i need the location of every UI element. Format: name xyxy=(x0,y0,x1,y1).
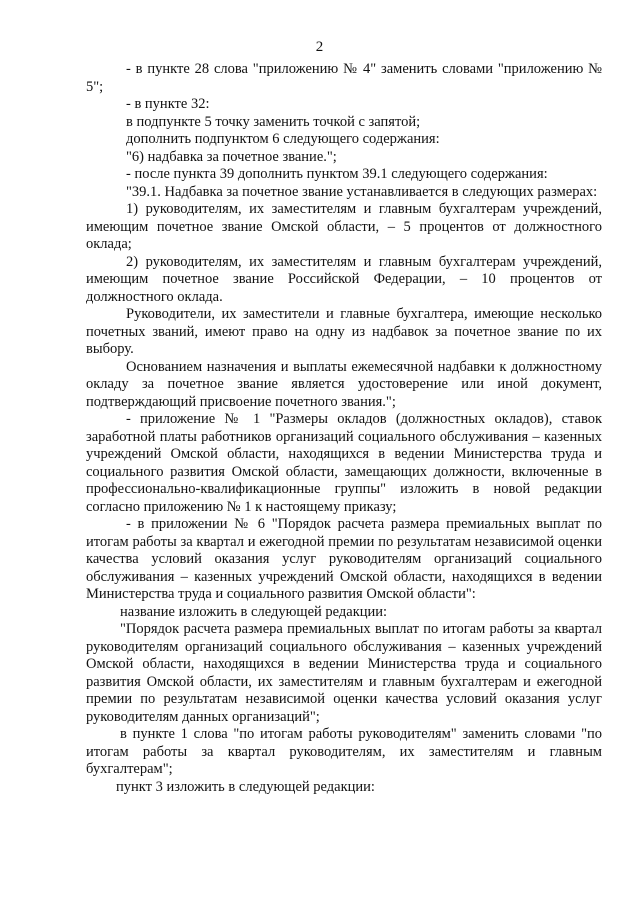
paragraph-p17: пункт 3 изложить в следующей редакции: xyxy=(116,778,375,795)
paragraph-p11: Основанием назначения и выплаты ежемесячной надбавки к должностному окладу за почетное звание является удостоверение или иной документ, подтверждающий присвоение почетного звания."; xyxy=(86,358,602,410)
paragraph-p3: в подпункте 5 точку заменить точкой с запятой; xyxy=(126,113,421,130)
paragraph-p12: - приложение № 1 "Размеры окладов (должностных окладов), ставок заработной платы работников организаций социального обслуживания – казенных учреждений Омской области, находящихся в ведении Министерства труда и социального развития Омской области, замещающих должности, включенные в профессионально-квалификационные группы" изложить в новой редакции согласно приложению № 1 к настоящему приказу; xyxy=(86,411,602,515)
paragraph-p13: - в приложении № 6 "Порядок расчета размера премиальных выплат по итогам работы за квартал и ежегодной премии по результатам независимой оценки качества условий оказания услуг руководителям организаций социального обслуживания – казенных учреждений Омской области, находящихся в ведении Министерства труда и социального развития Омской области": xyxy=(86,516,602,602)
paragraph-p8: 1) руководителям, их заместителям и главным бухгалтерам учреждений, имеющим почетное звание Омской области, – 5 процентов от должностного оклада; xyxy=(86,201,602,252)
document-body xyxy=(86,61,602,796)
paragraph-p16: в пункте 1 слова "по итогам работы руководителям" заменить словами "по итогам работы за квартал руководителям, их заместителям и главным бухгалтерам"; xyxy=(86,726,602,777)
paragraph-p2: - в пункте 32: xyxy=(126,96,210,112)
paragraph-p15: "Порядок расчета размера премиальных выплат по итогам работы за квартал руководителям организаций социального обслуживания – казенных учреждений Омской области, находящихся в ведении Министерства труда и социального развития Омской области, их заместителям и главным бухгалтерам и ежегодной премии по результатам независимой оценки качества условий оказания услуг руководителям данных организаций"; xyxy=(86,621,602,725)
paragraph-p4: дополнить подпунктом 6 следующего содержания: xyxy=(126,131,440,147)
paragraph-p14: название изложить в следующей редакции: xyxy=(120,603,388,620)
paragraph-p7: "39.1. Надбавка за почетное звание устанавливается в следующих размерах: xyxy=(126,183,598,200)
paragraph-p6: - после пункта 39 дополнить пунктом 39.1 следующего содержания: xyxy=(126,166,548,182)
paragraph-p9: 2) руководителям, их заместителям и главным бухгалтерам учреждений, имеющим почетное звание Российской Федерации, – 10 процентов от должностного оклада. xyxy=(86,253,602,305)
paragraph-p1: - в пункте 28 слова "приложению № 4" заменить словами "приложению № 5"; xyxy=(86,61,602,95)
paragraph-p5: "6) надбавка за почетное звание."; xyxy=(126,148,337,165)
paragraph-p10: Руководители, их заместители и главные бухгалтера, имеющие несколько почетных званий, имеют право на одну из надбавок за почетное звание по их выбору. xyxy=(86,306,602,357)
page-number: 2 xyxy=(315,39,324,55)
